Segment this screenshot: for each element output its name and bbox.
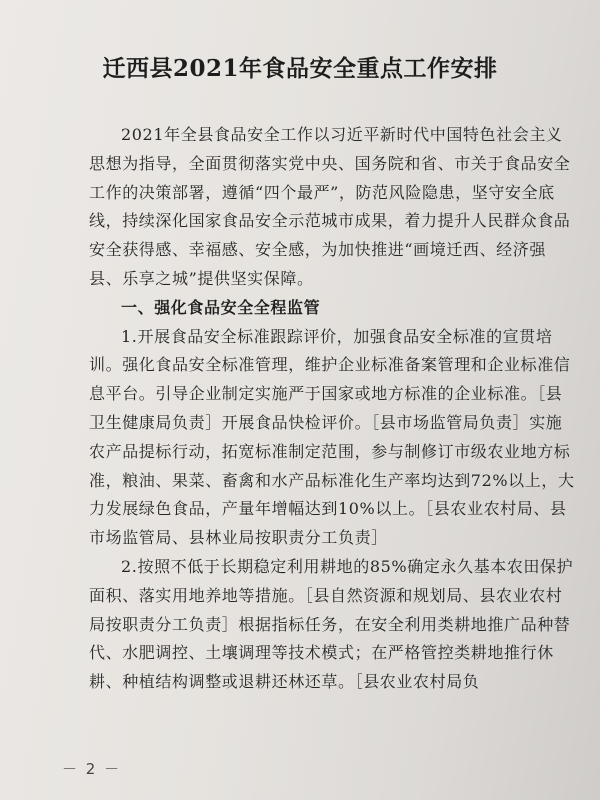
intro-paragraph: 2021年全县食品安全工作以习近平新时代中国特色社会主义思想为指导，全面贯彻落实党中央、国务院和省、市关于食品安全工作的决策部署，遵循“四个最严”，防范风险隐患，坚守安全底线，持续深化国家食品安全示范城市成果，着力提升人民群众食品安全获得感、幸福感、安全感，为加快推进“画境迁西、经济强县、乐享之城”提供坚实保障。 — [89, 125, 571, 288]
section-heading: 一、强化食品安全全程监管 — [121, 297, 321, 317]
page-number: － 2 － — [62, 760, 122, 778]
document-title: 迁西县2021年食品安全重点工作安排 — [102, 55, 498, 82]
item-2-paragraph: 2.按照不低于长期稳定利用耕地的85%确定永久基本农田保护面积、落实用地养地等措施。［县自然资源和规划局、县农业农村局按职责分工负责］根据指标任务，在安全利用类耕地推广品种替代、水肥调控、土壤调理等技术模式；在严格管控类耕地推行休耕、种植结构调整或退耕还林还草。［县农业农村局负 — [89, 556, 574, 692]
document-body — [89, 121, 575, 697]
item-1-paragraph: 1.开展食品安全标准跟踪评价，加强食品安全标准的宣贯培训。强化食品安全标准管理，维护企业标准备案管理和企业标准信息平台。引导企业制定实施严于国家或地方标准的企业标准。［县卫生健康局负责］开展食品快检评价。［县市场监管局负责］实施农产品提标行动，拓宽标准制定范围，参与制修订市级农业地方标准，粮油、果菜、畜禽和水产品标准化生产率均达到72%以上，大力发展绿色食品，产量年增幅达到10%以上。［县农业农村局、县市场监管局、县林业局按职责分工负责］ — [89, 326, 575, 548]
